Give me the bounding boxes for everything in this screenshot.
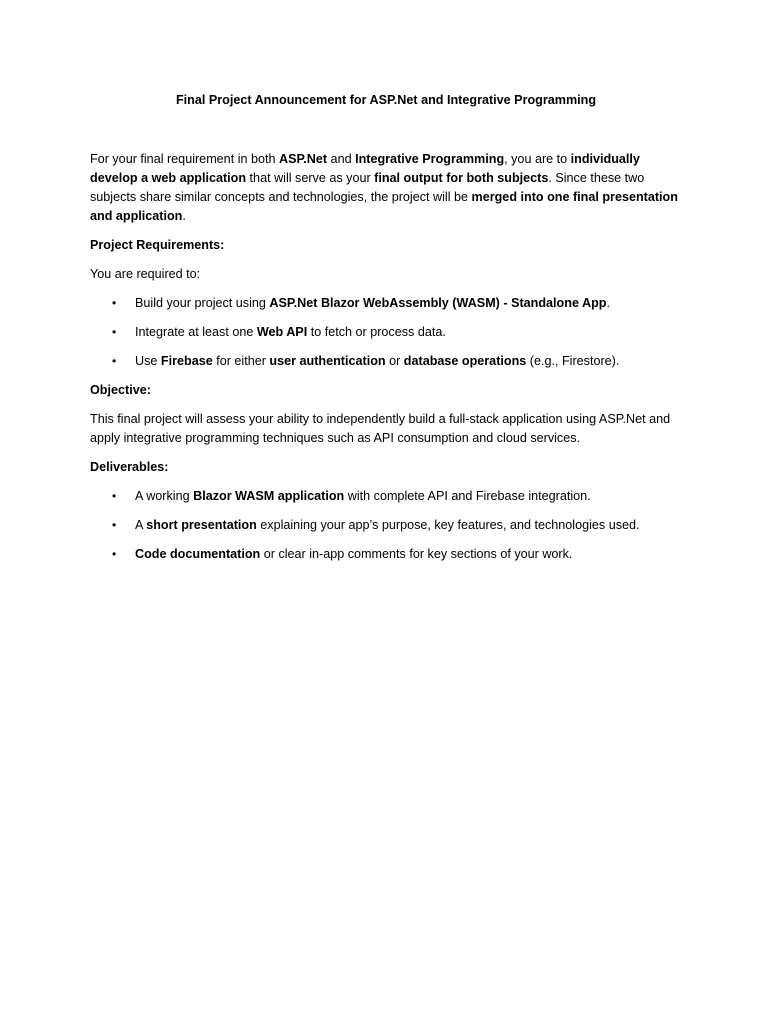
list-item (90, 323, 682, 342)
text-run: Use (135, 354, 161, 368)
list-item (90, 352, 682, 371)
list-item (90, 545, 682, 564)
requirements-heading (90, 236, 682, 255)
bullet-icon: • (112, 547, 117, 561)
bold-text: ASP.Net (279, 152, 328, 166)
text-run: to fetch or process data. (307, 325, 446, 339)
bullet-icon: • (112, 296, 117, 310)
text-run: (e.g., Firestore). (526, 354, 620, 368)
bold-text: short presentation (146, 518, 257, 532)
bold-text: database operations (403, 354, 527, 368)
text-run: explaining your app’s purpose, key features, and technologies used. (256, 518, 640, 532)
bullet-icon: • (112, 325, 117, 339)
bold-text: merged into one final presentation and application (90, 190, 678, 223)
text-run: or (385, 354, 404, 368)
bold-text: Integrative Programming (355, 152, 505, 166)
text-run: for either (212, 354, 270, 368)
bold-text: ASP.Net Blazor WebAssembly (WASM) - Standalone App (269, 296, 607, 310)
bullet-icon: • (112, 489, 117, 503)
deliverables-heading (90, 458, 682, 477)
text-run: . Since these two subjects share similar concepts and technologies, the project will be (90, 171, 645, 204)
objective-text: This final project will assess your ability to independently build a full-stack application using ASP.Net and apply integrative programming techniques such as API consumption and cloud services. (90, 412, 671, 445)
list-item (90, 487, 682, 506)
bold-text: Firebase (160, 354, 213, 368)
bold-text: final output for both subjects (374, 171, 549, 185)
text-run: with complete API and Firebase integration. (344, 489, 591, 503)
text-run: or clear in-app comments for key sections of your work. (260, 547, 573, 561)
bold-text: user authentication (269, 354, 386, 368)
text-run: Integrate at least one (135, 325, 257, 339)
requirements-list (90, 294, 682, 371)
bold-text: Code documentation (135, 547, 261, 561)
document-title: Final Project Announcement for ASP.Net and Integrative Programming (175, 93, 597, 107)
intro-paragraph (90, 150, 682, 226)
text-run: , you are to (504, 152, 571, 166)
deliverables-heading-text: Deliverables: (90, 460, 169, 474)
text-run: A (135, 518, 147, 532)
bold-text: Web API (256, 325, 308, 339)
bullet-icon: • (112, 354, 117, 368)
bold-text: Blazor WASM application (193, 489, 345, 503)
objective-heading (90, 381, 682, 400)
list-item (90, 294, 682, 313)
bullet-icon: • (112, 518, 117, 532)
text-run: that will serve as your (246, 171, 375, 185)
document-page (90, 91, 682, 564)
list-item (90, 516, 682, 535)
text-run: . (182, 209, 186, 223)
text-run: Build your project using (135, 296, 270, 310)
bold-text: individually develop a web application (90, 152, 640, 185)
text-run: and (327, 152, 356, 166)
text-run: For your final requirement in both (90, 152, 279, 166)
objective-heading-text: Objective: (90, 383, 151, 397)
deliverables-list (90, 487, 682, 564)
text-run: A working (135, 489, 194, 503)
requirements-heading-text: Project Requirements: (90, 238, 225, 252)
text-run: . (606, 296, 610, 310)
requirements-lead: You are required to: (90, 267, 201, 281)
